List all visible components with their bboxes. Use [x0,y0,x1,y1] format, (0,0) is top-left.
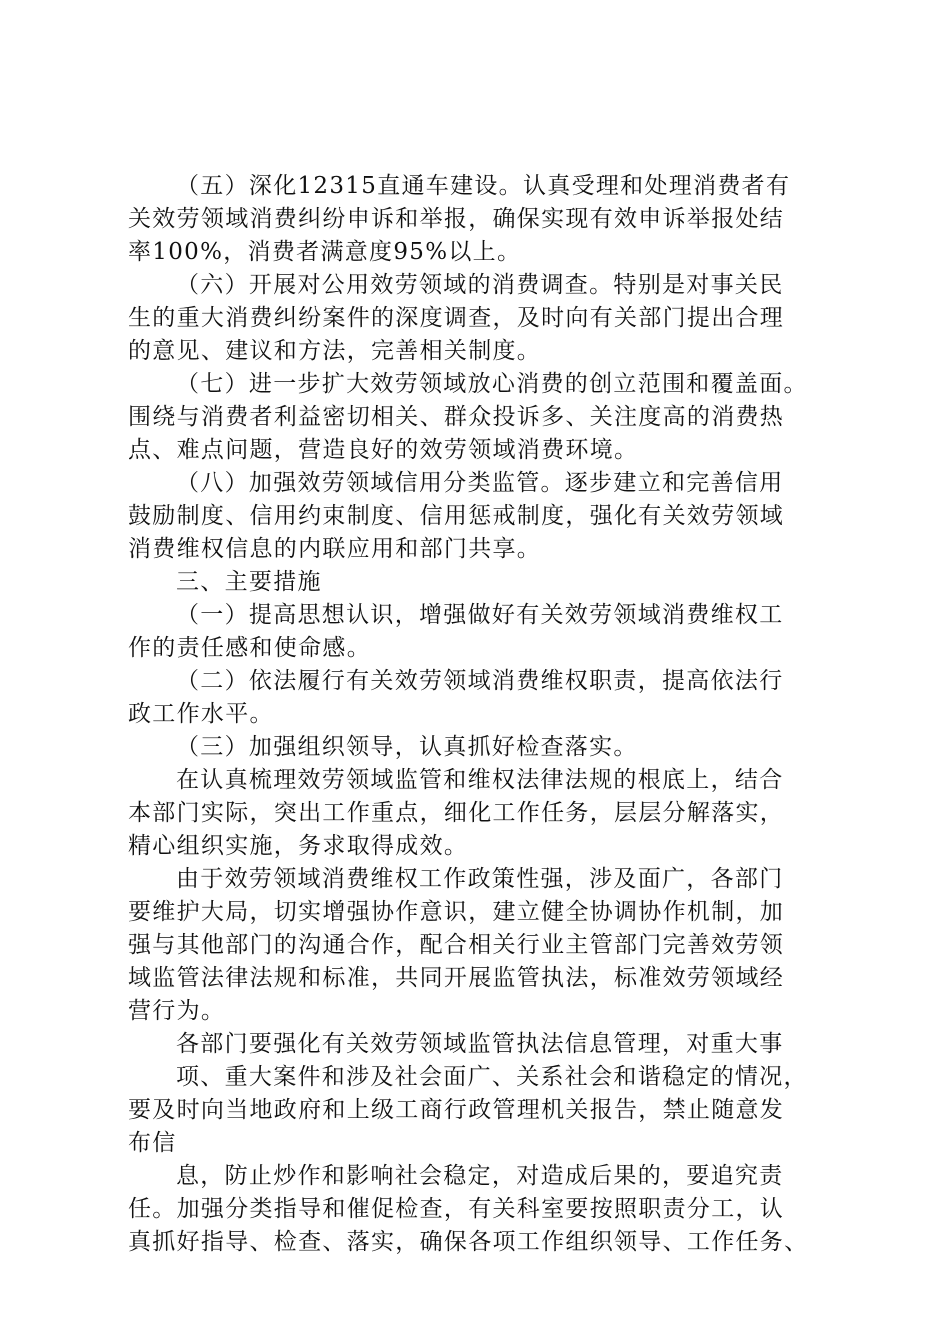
text-line: 项、重大案件和涉及社会面广、关系社会和谐稳定的情况， [176,1064,808,1090]
text-line: 围绕与消费者利益密切相关、群众投诉多、关注度高的消费热 [128,404,785,430]
text-line: 营行为。 [128,998,226,1024]
text-line: 要及时向当地政府和上级工商行政管理机关报告，禁止随意发 [128,1097,785,1123]
text-line: 点、难点问题，营造良好的效劳领域消费环境。 [128,437,639,463]
text-line: （六）开展对公用效劳领域的消费调查。特别是对事关民 [176,272,784,298]
text-line: 由于效劳领域消费维权工作政策性强，涉及面广，各部门 [176,866,784,892]
document-body [128,170,828,1259]
text-line: 关效劳领域消费纠纷申诉和举报，确保实现有效申诉举报处结 [128,206,785,232]
text-line: 鼓励制度、信用约束制度、信用惩戒制度，强化有关效劳领域 [128,503,785,529]
text-line: 在认真梳理效劳领域监管和维权法律法规的根底上，结合 [176,767,784,793]
text-line: 生的重大消费纠纷案件的深度调查，及时向有关部门提出合理 [128,305,785,331]
text-line: 作的责任感和使命感。 [128,635,371,661]
text-line: 的意见、建议和方法，完善相关制度。 [128,338,542,364]
text-line: 任。加强分类指导和催促检查，有关科室要按照职责分工，认 [128,1196,785,1222]
text-line: 消费维权信息的内联应用和部门共享。 [128,536,542,562]
text-line: 强与其他部门的沟通合作，配合相关行业主管部门完善效劳领 [128,932,785,958]
text-line: （二）依法履行有关效劳领域消费维权职责，提高依法行 [176,668,784,694]
text-line: 息，防止炒作和影响社会稳定，对造成后果的，要追究责 [176,1163,784,1189]
text-line: 精心组织实施，务求取得成效。 [128,833,469,859]
text-line: 真抓好指导、检查、落实，确保各项工作组织领导、工作任务、 [128,1229,809,1255]
text-line: （五）深化12315直通车建设。认真受理和处理消费者有 [176,173,791,199]
text-line: （八）加强效劳领域信用分类监管。逐步建立和完善信用 [176,470,784,496]
text-line: 各部门要强化有关效劳领域监管执法信息管理，对重大事 [176,1031,784,1057]
text-line: （一）提高思想认识，增强做好有关效劳领域消费维权工 [176,602,784,628]
text-line: 布信 [128,1130,177,1156]
section-heading: 三、主要措施 [176,569,322,595]
text-line: 要维护大局，切实增强协作意识，建立健全协调协作机制，加 [128,899,785,925]
text-line: （三）加强组织领导，认真抓好检查落实。 [176,734,638,760]
text-line: 本部门实际，突出工作重点，细化工作任务，层层分解落实， [128,800,785,826]
text-line: 率100%，消费者满意度95%以上。 [128,239,522,265]
text-line: 政工作水平。 [128,701,274,727]
text-line: 域监管法律法规和标准，共同开展监管执法，标准效劳领域经 [128,965,785,991]
text-line: （七）进一步扩大效劳领域放心消费的创立范围和覆盖面。 [176,371,808,397]
